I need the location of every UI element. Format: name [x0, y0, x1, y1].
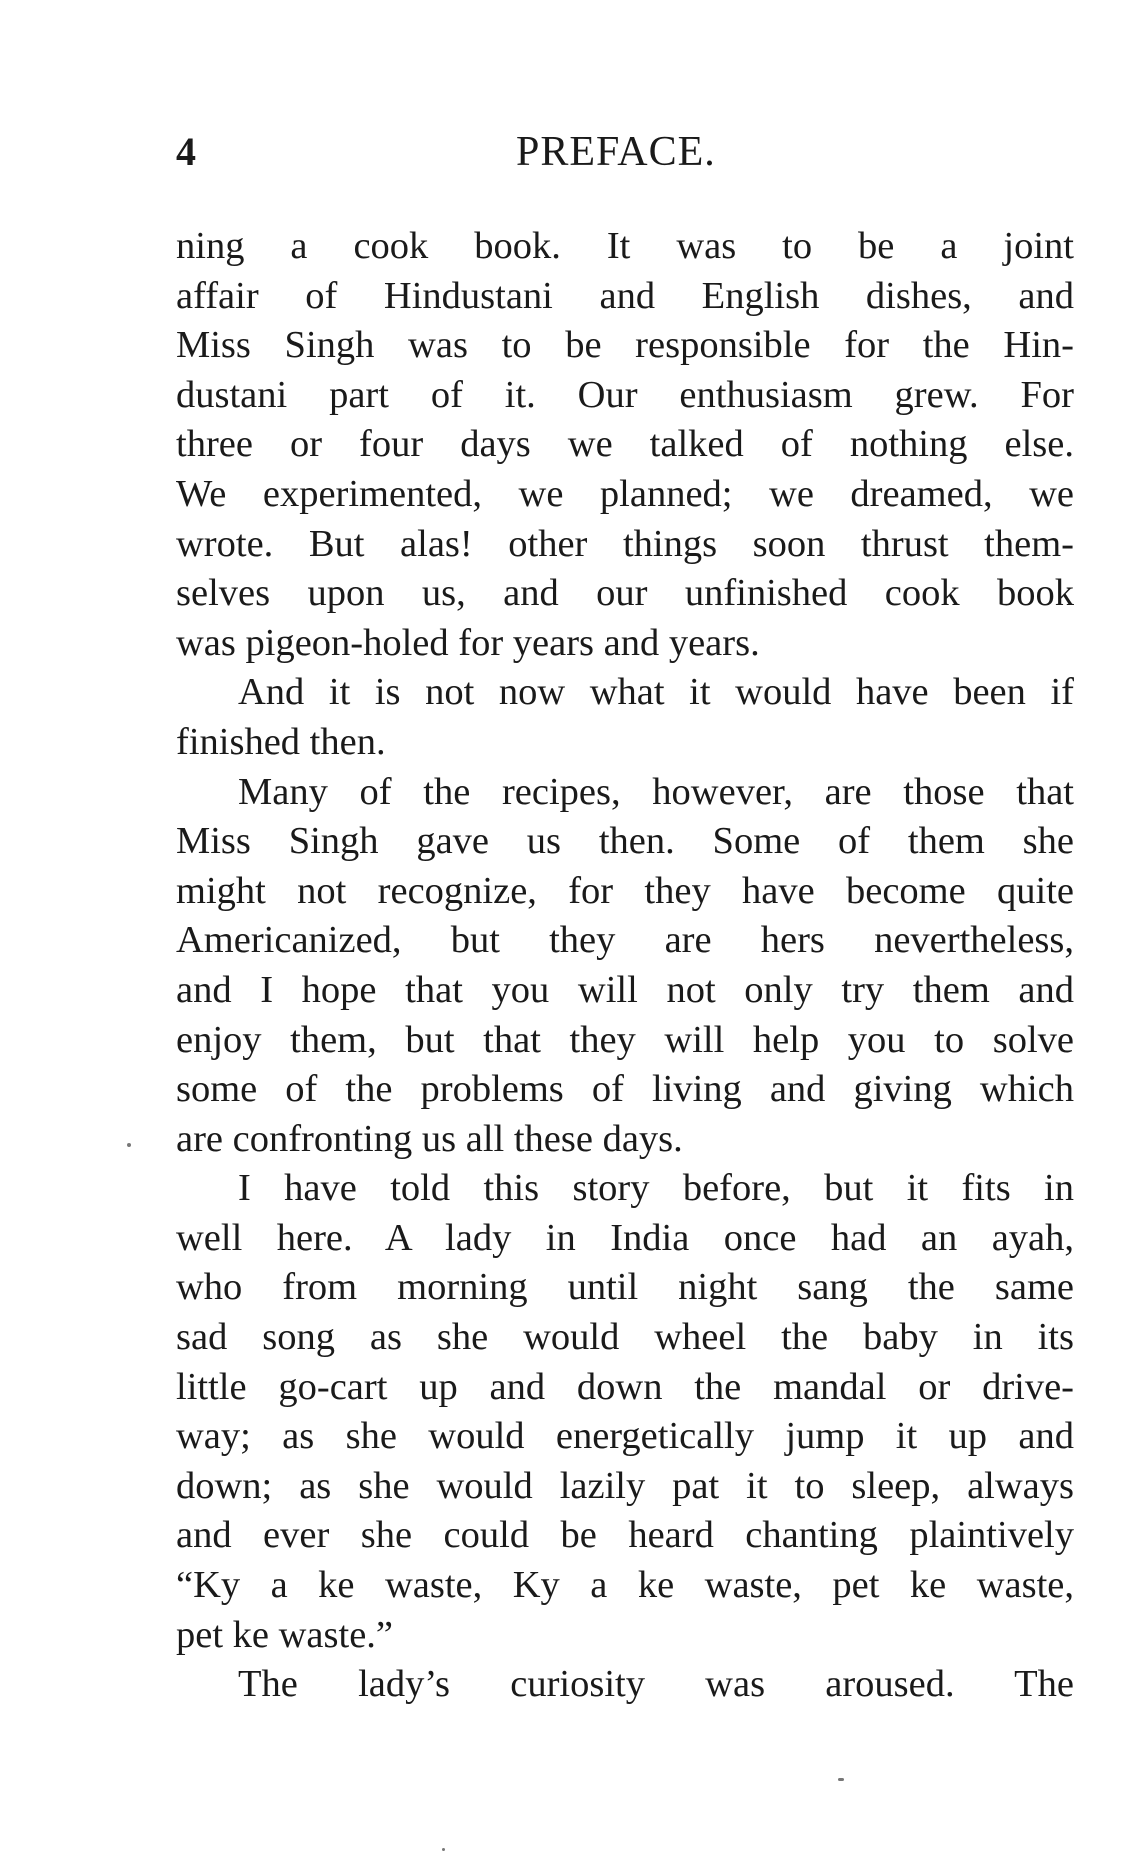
text-line: affair of Hindustani and English dishes, and — [176, 274, 1074, 317]
body-text — [176, 222, 1074, 1710]
text-line: might not recognize, for they have become quite — [176, 869, 1074, 912]
text-line: wrote. But alas! other things soon thrust them- — [176, 522, 1074, 565]
page-header — [176, 128, 1076, 188]
scan-speck — [838, 1778, 844, 1781]
scan-speck — [442, 1848, 445, 1851]
text-line: Americanized, but they are hers nevertheless, — [176, 919, 1074, 962]
text-line: and ever she could be heard chanting plaintively — [176, 1514, 1074, 1557]
scan-speck — [127, 1143, 131, 1147]
text-line: “Ky a ke waste, Ky a ke waste, pet ke waste, — [176, 1564, 1074, 1607]
text-line: little go-cart up and down the mandal or drive- — [176, 1365, 1074, 1408]
text-line: sad song as she would wheel the baby in its — [176, 1316, 1074, 1359]
text-line: pet ke waste.” — [176, 1613, 393, 1656]
text-line: finished then. — [176, 720, 386, 763]
text-line: who from morning until night sang the same — [176, 1266, 1074, 1309]
text-line: way; as she would energetically jump it up and — [176, 1415, 1074, 1458]
text-line: some of the problems of living and giving which — [176, 1068, 1074, 1111]
text-line: was pigeon-holed for years and years. — [176, 621, 760, 664]
text-line: Many of the recipes, however, are those that — [238, 770, 1074, 813]
running-head: PREFACE. — [516, 129, 716, 175]
text-line: down; as she would lazily pat it to sleep, always — [176, 1464, 1074, 1507]
text-line: well here. A lady in India once had an ayah, — [176, 1216, 1074, 1259]
text-line: three or four days we talked of nothing else. — [176, 423, 1074, 466]
text-line: I have told this story before, but it fits in — [238, 1167, 1074, 1210]
text-line: We experimented, we planned; we dreamed, we — [176, 472, 1074, 515]
text-line: The lady’s curiosity was aroused. The — [238, 1663, 1074, 1706]
page-number: 4 — [176, 129, 196, 174]
text-line: And it is not now what it would have been if — [238, 671, 1074, 714]
text-line: Miss Singh gave us then. Some of them she — [176, 820, 1074, 863]
text-line: are confronting us all these days. — [176, 1117, 683, 1160]
text-line: enjoy them, but that they will help you to solve — [176, 1018, 1074, 1061]
text-line: Miss Singh was to be responsible for the Hin- — [176, 324, 1074, 367]
text-line: dustani part of it. Our enthusiasm grew. For — [176, 373, 1074, 416]
text-line: and I hope that you will not only try them and — [176, 968, 1074, 1011]
text-line: ning a cook book. It was to be a joint — [176, 225, 1074, 267]
text-line: selves upon us, and our unfinished cook book — [176, 572, 1074, 615]
